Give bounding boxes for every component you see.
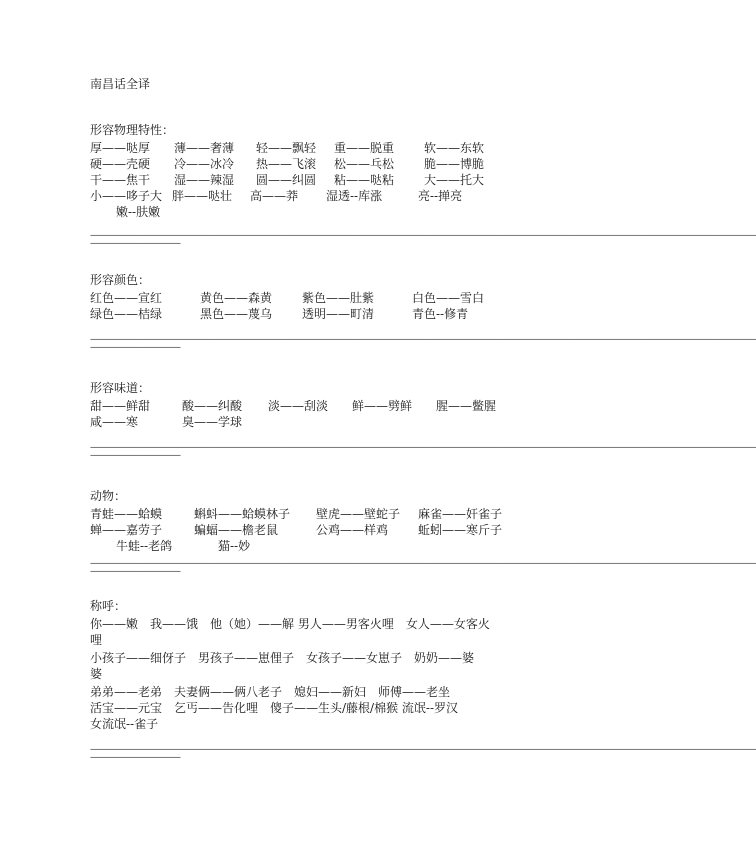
term: 臭——学球 <box>182 415 243 429</box>
term-row <box>90 140 520 156</box>
text-line: 你——嫩 我——饿 他（她）——解 男人——男客火哩 女人——女客火 <box>90 617 490 631</box>
term: 硬——壳硬 <box>90 157 151 171</box>
term: 高——莽 <box>250 189 299 203</box>
separator-line-short: —————————— <box>90 238 180 249</box>
term: 嫩--肤嫩 <box>116 205 161 219</box>
section-address <box>90 598 756 764</box>
term: 圆——纠圆 <box>256 173 317 187</box>
term: 干——焦干 <box>90 173 151 187</box>
section-tastes <box>90 380 756 462</box>
section-colors <box>90 272 756 354</box>
term-row <box>90 506 520 522</box>
term: 酸——纠酸 <box>182 399 243 413</box>
term: 湿——辣湿 <box>174 173 235 187</box>
separator-line-short: —————————— <box>90 566 180 577</box>
separator-line: —————————————————————————————————————————————————————————————————————————— <box>90 442 756 453</box>
separator-line: —————————————————————————————————————————————————————————————————————————— <box>90 334 756 345</box>
section-heading: 动物： <box>90 489 127 503</box>
text-line: 弟弟——老弟 夫妻俩——俩八老子 媳妇——新妇 师傅——老坐 <box>90 685 451 699</box>
separator-line: —————————————————————————————————————————————————————————————————————————— <box>90 558 756 569</box>
term: 红色——宣红 <box>90 291 163 305</box>
term: 粘——哒粘 <box>334 173 395 187</box>
term-row <box>90 156 520 172</box>
term-row <box>90 306 520 322</box>
term: 淡——刮淡 <box>268 399 329 413</box>
text-line: 小孩子——细伢子 男孩子——崽俚子 女孩子——女崽子 奶奶——婆 <box>90 651 475 665</box>
section-heading: 形容颜色： <box>90 273 151 287</box>
term: 重——脱重 <box>334 141 395 155</box>
term: 公鸡——样鸡 <box>316 523 389 537</box>
section-heading: 形容物理特性： <box>90 123 175 137</box>
term: 胖——哒壮 <box>172 189 233 203</box>
term: 厚——哒厚 <box>90 141 151 155</box>
term: 黑色——蔑乌 <box>200 307 273 321</box>
term: 甜——鲜甜 <box>90 399 151 413</box>
term: 麻雀——奸雀子 <box>418 507 503 521</box>
term: 紫色——肚紫 <box>302 291 375 305</box>
term-row <box>90 172 520 188</box>
section-heading: 称呼： <box>90 599 127 613</box>
term: 牛蛙--老鸽 <box>116 539 173 553</box>
text-line: 女流氓--雀子 <box>90 717 159 731</box>
term: 大——托大 <box>424 173 485 187</box>
section-physical <box>90 122 756 250</box>
term-row <box>90 398 520 414</box>
text-line: 哩 <box>90 633 103 647</box>
term: 猫--妙 <box>218 539 251 553</box>
term-row <box>90 204 520 220</box>
text-line: 活宝——元宝 乞丐——告化哩 傻子——生头/藤根/棉猴 流氓--罗汉 <box>90 701 459 715</box>
term: 绿色——桔绿 <box>90 307 163 321</box>
term: 小——哆子大 <box>90 189 163 203</box>
term: 热——飞滚 <box>256 157 317 171</box>
term: 蝙蝠——檐老鼠 <box>194 523 279 537</box>
term: 黄色——森黄 <box>200 291 273 305</box>
term: 冷——冰冷 <box>174 157 235 171</box>
term: 软——东软 <box>424 141 485 155</box>
term: 鲜——劈鲜 <box>352 399 413 413</box>
term: 白色——雪白 <box>412 291 485 305</box>
section-animals <box>90 488 756 578</box>
term-row <box>90 414 520 430</box>
term: 薄——奢薄 <box>174 141 235 155</box>
term: 透明——町清 <box>302 307 375 321</box>
term: 蚯蚓——寒斤子 <box>418 523 503 537</box>
separator-line: —————————————————————————————————————————————————————————————————————————— <box>90 744 756 755</box>
term: 亮--掸亮 <box>418 189 463 203</box>
separator-line-short: —————————— <box>90 342 180 353</box>
term: 湿透--库涨 <box>326 189 383 203</box>
term-row <box>90 538 520 554</box>
term-row <box>90 188 520 204</box>
term: 青色--修青 <box>412 307 469 321</box>
term: 松——乓松 <box>334 157 395 171</box>
term: 壁虎——壁蛇子 <box>316 507 401 521</box>
term: 咸——寒 <box>90 415 139 429</box>
separator-line-short: —————————— <box>90 450 180 461</box>
separator-line: —————————————————————————————————————————————————————————————————————————— <box>90 230 756 241</box>
term: 腥——鳖腥 <box>436 399 497 413</box>
term: 轻——飘轻 <box>256 141 317 155</box>
term: 蝉——嘉劳子 <box>90 523 163 537</box>
term-row <box>90 522 520 538</box>
term-row <box>90 290 520 306</box>
section-heading: 形容味道： <box>90 381 151 395</box>
separator-line-short: —————————— <box>90 752 180 763</box>
text-line: 婆 <box>90 667 103 681</box>
term: 蝌蚪——蛤蟆林子 <box>194 507 291 521</box>
term: 青蛙——蛤蟆 <box>90 507 163 521</box>
term: 脆——博脆 <box>424 157 485 171</box>
page-title: 南昌话全译 <box>90 77 151 91</box>
